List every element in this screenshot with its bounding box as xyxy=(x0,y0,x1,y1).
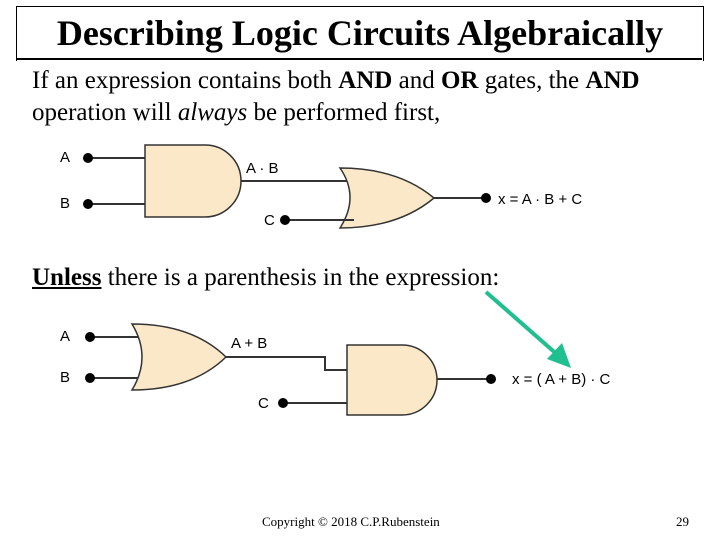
intro-text-1: If an expression contains both xyxy=(32,67,339,94)
circuit-1 xyxy=(60,145,582,229)
input-c-label-1: C xyxy=(264,212,275,229)
circuit-2 xyxy=(60,324,611,415)
highlight-arrow xyxy=(486,292,571,368)
input-a-label-2: A xyxy=(60,328,71,345)
input-b-label-1: B xyxy=(60,195,71,212)
input-b-node-1 xyxy=(83,199,93,209)
input-b-label-2: B xyxy=(60,369,71,386)
intro-always-italic: always xyxy=(177,99,248,126)
parenthesis-text: there is a parenthesis in the expression: xyxy=(101,264,500,291)
intro-and-bold: AND xyxy=(338,67,393,94)
input-a-node-1 xyxy=(83,153,93,163)
input-c-label-2: C xyxy=(258,395,269,412)
or-output-label-2: A + B xyxy=(231,335,268,352)
intro-or-bold: OR xyxy=(440,67,479,94)
page-number: 29 xyxy=(676,514,689,529)
intro-text-4: operation will xyxy=(32,99,178,126)
output-node-2 xyxy=(486,374,496,384)
slide-title: Describing Logic Circuits Algebraically xyxy=(56,13,664,53)
wire-or-out-2 xyxy=(226,357,347,370)
input-a-label-1: A xyxy=(60,149,71,166)
unless-underlined: Unless xyxy=(32,264,102,291)
or-gate-1 xyxy=(340,168,434,228)
and-gate-1 xyxy=(145,145,241,217)
output-node-1 xyxy=(481,193,491,203)
output-expression-1: x = A · B + C xyxy=(498,191,583,208)
intro-and-bold-2: AND xyxy=(585,67,640,94)
or-gate-2 xyxy=(132,324,226,390)
intro-text-2: and xyxy=(392,67,441,94)
input-b-node-2 xyxy=(85,373,95,383)
input-a-node-2 xyxy=(85,332,95,342)
input-c-node-2 xyxy=(278,398,288,408)
intro-text-5: be performed first, xyxy=(247,99,441,126)
and-gate-2 xyxy=(347,345,437,415)
output-expression-2: x = ( A + B) · C xyxy=(512,371,611,388)
intro-text-3: gates, the xyxy=(478,67,586,94)
copyright-footer: Copyright © 2018 C.P.Rubenstein xyxy=(262,514,440,529)
input-c-node-1 xyxy=(280,215,290,225)
and-output-label-1: A · B xyxy=(246,160,279,177)
